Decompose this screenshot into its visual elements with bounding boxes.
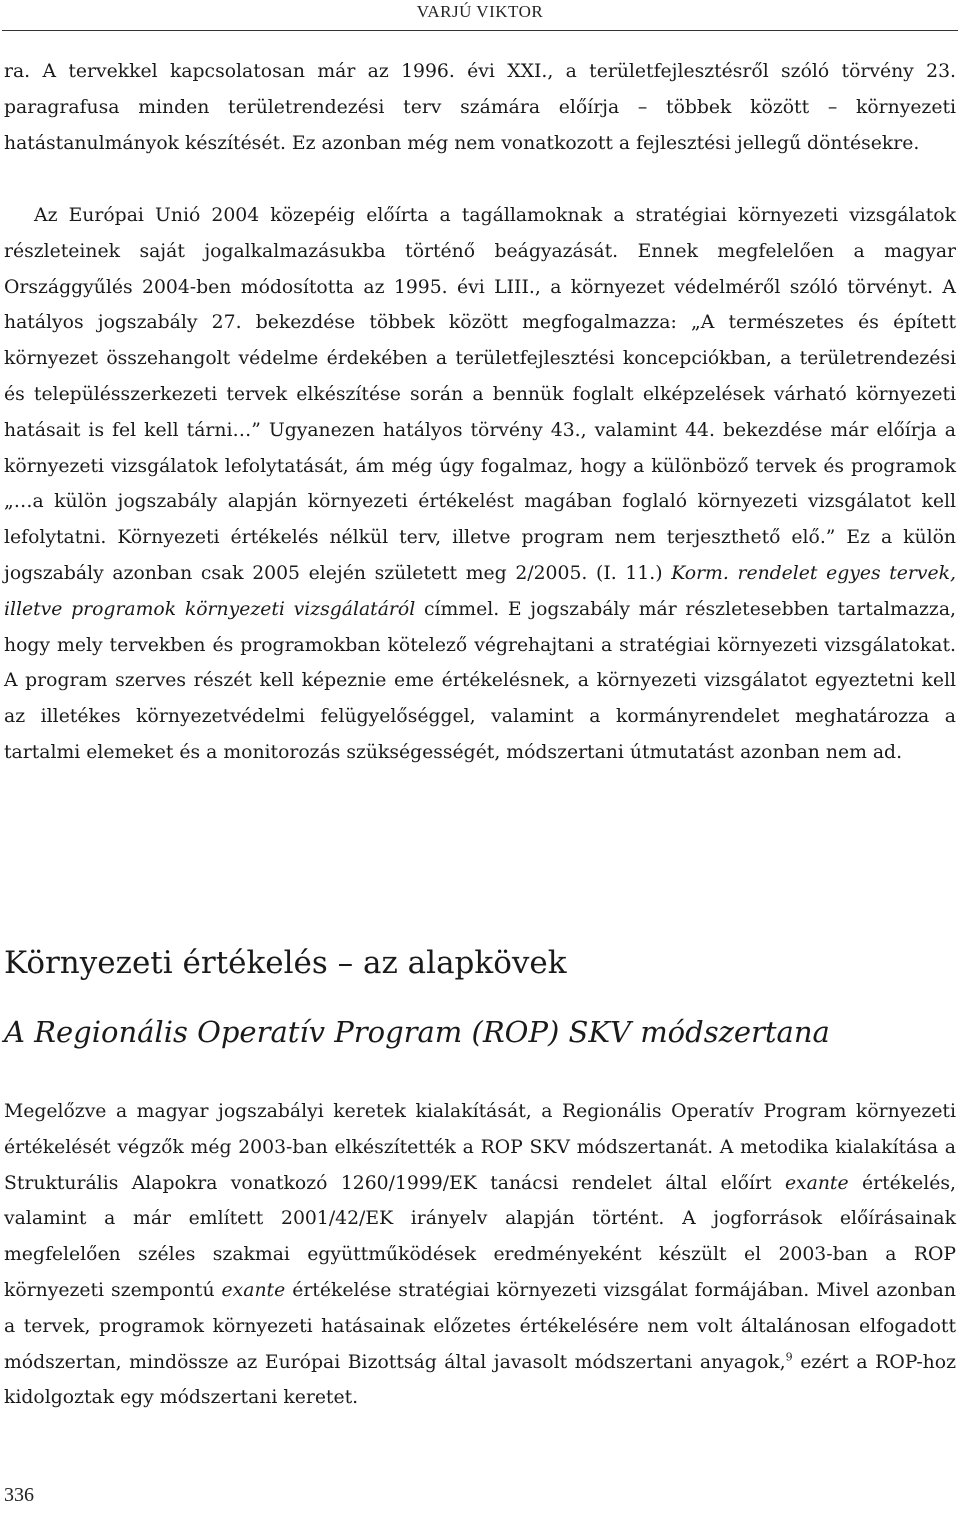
paragraph-3-part-c: értékelése stratégiai környezeti vizsgálat formájában. Mivel azonban a tervek, programok környezeti hatásainak előzetes értékelésére nem volt általánosan elfogadott módszertan, mindössze az Európai Bizottság által javasolt módszertani anyagok, — [4, 1279, 956, 1373]
footnote-marker: 9 — [785, 1350, 793, 1364]
page-number: 336 — [4, 1484, 34, 1506]
paragraph-2 — [4, 198, 956, 771]
paragraph-3-part-d: ezért a ROP-hoz kidolgoztak egy módszertani keretet. — [4, 1351, 956, 1409]
section-subtitle: A Regionális Operatív Program (ROP) SKV módszertana — [4, 1015, 830, 1049]
regulation-title: Korm. rendelet egyes tervek, illetve programok környezeti vizsgálatáról — [4, 562, 956, 620]
paragraph-2-end: címmel. E jogszabály már részletesebben tartalmazza, hogy mely tervekben és programokban kötelező végrehajtani a stratégiai környezeti vizsgálatokat. A program szerves részét kell képeznie eme értékelésnek, a környezeti vizsgálatot egyeztetni kell az illetékes környezetvédelmi felügyelőséggel, valamint a kormányrendelet meghatározza a tartalmi elemeket és a monitorozás szükségességét, módszertani útmutatást azonban nem ad. — [4, 598, 956, 763]
exante-term: exante — [221, 1279, 286, 1301]
section-title: Környezeti értékelés – az alapkövek — [4, 945, 567, 981]
paragraph-3-part-a: Megelőzve a magyar jogszabályi keretek kialakítását, a Regionális Operatív Program környezeti értékelését végzők még 2003-ban elkészítették a ROP SKV módszertanát. A metodika kialakítása a Strukturális Alapokra vonatkozó 1260/1999/EK tanácsi rendelet által előírt — [4, 1101, 956, 1194]
paragraph-3-part-b: értékelés, valamint a már említett 2001/42/EK irányelv alapján történt. A jogforrások előírásainak megfelelően széles szakmai együttműködések eredményeként készült el 2003-ban a ROP környezeti szempontú — [4, 1172, 956, 1301]
exante-term: exante — [784, 1172, 849, 1194]
paragraph-2-text: Az Európai Unió 2004 közepéig előírta a tagállamoknak a stratégiai környezeti vizsgálatok részleteinek saját jogalkalmazásukba történő beágyazását. Ennek megfelelően a magyar Országgyűlés 2004-ben módosította az 1995. évi LIII., a környezet védelméről szóló törvényt. A hatályos jogszabály 27. bekezdése többek között megfogalmazza: „A természetes és épített környezet összehangolt védelme érdekében a területfejlesztési koncepciókban, a területrendezési és településszerkezeti tervek elkészítése során a bennük foglalt elképzelések várható környezeti hatásait is fel kell tárni…” Ugyanezen hatályos törvény 43., valamint 44. bekezdése már előírja a környezeti vizsgálatok lefolytatását, ám még úgy fogalmaz, hogy a különböző tervek és programok „…a külön jogszabály alapján környezeti értékelést magában foglaló környezeti vizsgálatot kell lefolytatni. Környezeti értékelés nélkül terv, illetve program nem terjeszthető elő.” Ez a külön jogszabály azonban csak 2005 elején született meg 2/2005. (I. 11.) — [4, 205, 956, 584]
header-divider — [2, 30, 958, 31]
running-head: VARJÚ VIKTOR — [416, 2, 544, 21]
paragraph-3 — [4, 1094, 956, 1416]
paragraph-1: ra. A tervekkel kapcsolatosan már az 1996. évi XXI., a területfejlesztésről szóló törvény 23. paragrafusa minden területrendezési terv számára előírja – többek között – környezeti hatástanulmányok készítését. Ez azonban még nem vonatkozott a fejlesztési jellegű döntésekre. — [4, 61, 956, 154]
